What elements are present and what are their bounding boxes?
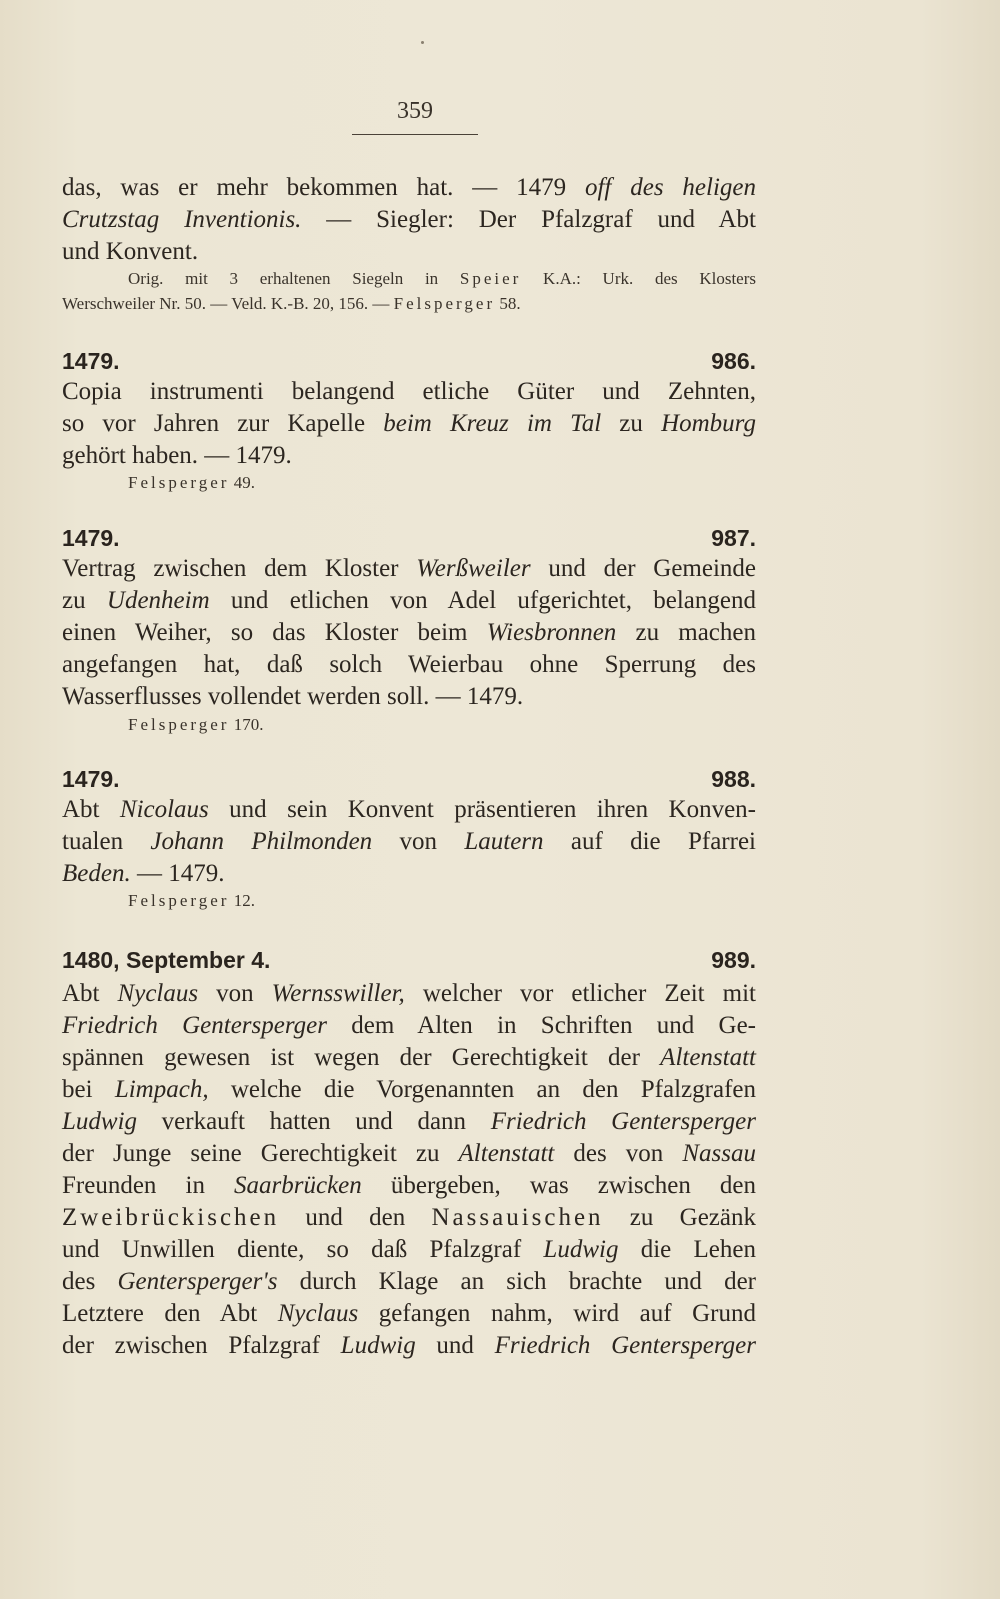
intro-line-1: das, was er mehr bekommen hat. — 1479 off des heligen — [62, 174, 756, 201]
entry-988-line-1: Abt Nicolaus und sein Konvent präsentieren ihren Konven- — [62, 796, 756, 823]
entry-989-line-5: Ludwig verkauft hatten und dann Friedrich Gentersperger — [62, 1108, 757, 1135]
intro-source-2: Werschweiler Nr. 50. — Veld. K.-B. 20, 156. — Felsperger 58. — [62, 294, 521, 313]
entry-989-line-11: Letztere den Abt Nyclaus gefangen nahm, wird auf Grund — [62, 1300, 756, 1327]
entry-989-line-12: der zwischen Pfalzgraf Ludwig und Friedrich Gentersperger — [62, 1332, 756, 1359]
entry-988-source: Felsperger 12. — [128, 891, 255, 910]
entry-987-line-2: zu Udenheim und etlichen von Adel ufgerichtet, belangend — [62, 587, 756, 614]
entry-986-line-3: gehört haben. — 1479. — [62, 442, 292, 469]
entry-986-heading — [62, 346, 756, 376]
entry-989-line-8: Zweibrückischen und den Nassauischen zu Gezänk — [62, 1204, 756, 1231]
entry-988-line-2: tualen Johann Philmonden von Lautern auf die Pfarrei — [62, 828, 757, 855]
entry-988-heading — [62, 764, 756, 794]
entry-date: 1479. — [62, 766, 120, 792]
entry-987-line-5: Wasserflusses vollendet werden soll. — 1479. — [62, 683, 524, 710]
entry-989-line-1: Abt Nyclaus von Wernsswiller, welcher vor etlicher Zeit mit — [62, 980, 756, 1007]
entry-989-line-3: spännen gewesen ist wegen der Gerechtigkeit der Altenstatt — [62, 1044, 756, 1071]
entry-989-line-4: bei Limpach, welche die Vorgenannten an den Pfalzgrafen — [62, 1076, 756, 1103]
entry-987-line-1: Vertrag zwischen dem Kloster Werßweiler und der Gemeinde — [62, 555, 757, 582]
page-number: 359 — [397, 98, 433, 124]
entry-987-line-4: angefangen hat, daß solch Weierbau ohne Sperrung des — [62, 651, 756, 678]
entry-988-line-3: Beden. — 1479. — [62, 860, 225, 887]
entry-number: 986. — [711, 348, 756, 374]
entry-987-line-3: einen Weiher, so das Kloster beim Wiesbronnen zu machen — [62, 619, 756, 646]
entry-date: 1480, September 4. — [62, 947, 271, 973]
entry-989-heading — [62, 945, 756, 975]
entry-989-line-6: der Junge seine Gerechtigkeit zu Altenstatt des von Nassau — [62, 1140, 756, 1167]
entry-986-line-1: Copia instrumenti belangend etliche Güter und Zehnten, — [62, 378, 756, 405]
intro-line-3: und Konvent. — [62, 238, 199, 265]
entry-date: 1479. — [62, 525, 120, 551]
entry-date: 1479. — [62, 348, 120, 374]
entry-989-line-9: und Unwillen diente, so daß Pfalzgraf Ludwig die Lehen — [62, 1236, 756, 1263]
entry-number: 987. — [711, 525, 756, 551]
entry-989-line-7: Freunden in Saarbrücken übergeben, was zwischen den — [62, 1172, 756, 1199]
intro-line-2: Crutzstag Inventionis. — Siegler: Der Pfalzgraf und Abt — [62, 206, 756, 233]
entry-number: 989. — [711, 947, 756, 973]
speck — [421, 41, 424, 44]
entry-986-source: Felsperger 49. — [128, 473, 255, 492]
entry-986-line-2: so vor Jahren zur Kapelle beim Kreuz im Tal zu Homburg — [62, 410, 756, 437]
entry-989-line-2: Friedrich Gentersperger dem Alten in Schriften und Ge- — [62, 1012, 757, 1039]
entry-987-heading — [62, 523, 756, 553]
intro-source-1: Orig. mit 3 erhaltenen Siegeln in Speier K.A.: Urk. des Klosters — [128, 269, 756, 288]
entry-987-source: Felsperger 170. — [128, 715, 264, 734]
page-number-rule — [352, 134, 478, 135]
entry-number: 988. — [711, 766, 756, 792]
entry-989-line-10: des Gentersperger's durch Klage an sich brachte und der — [62, 1268, 756, 1295]
